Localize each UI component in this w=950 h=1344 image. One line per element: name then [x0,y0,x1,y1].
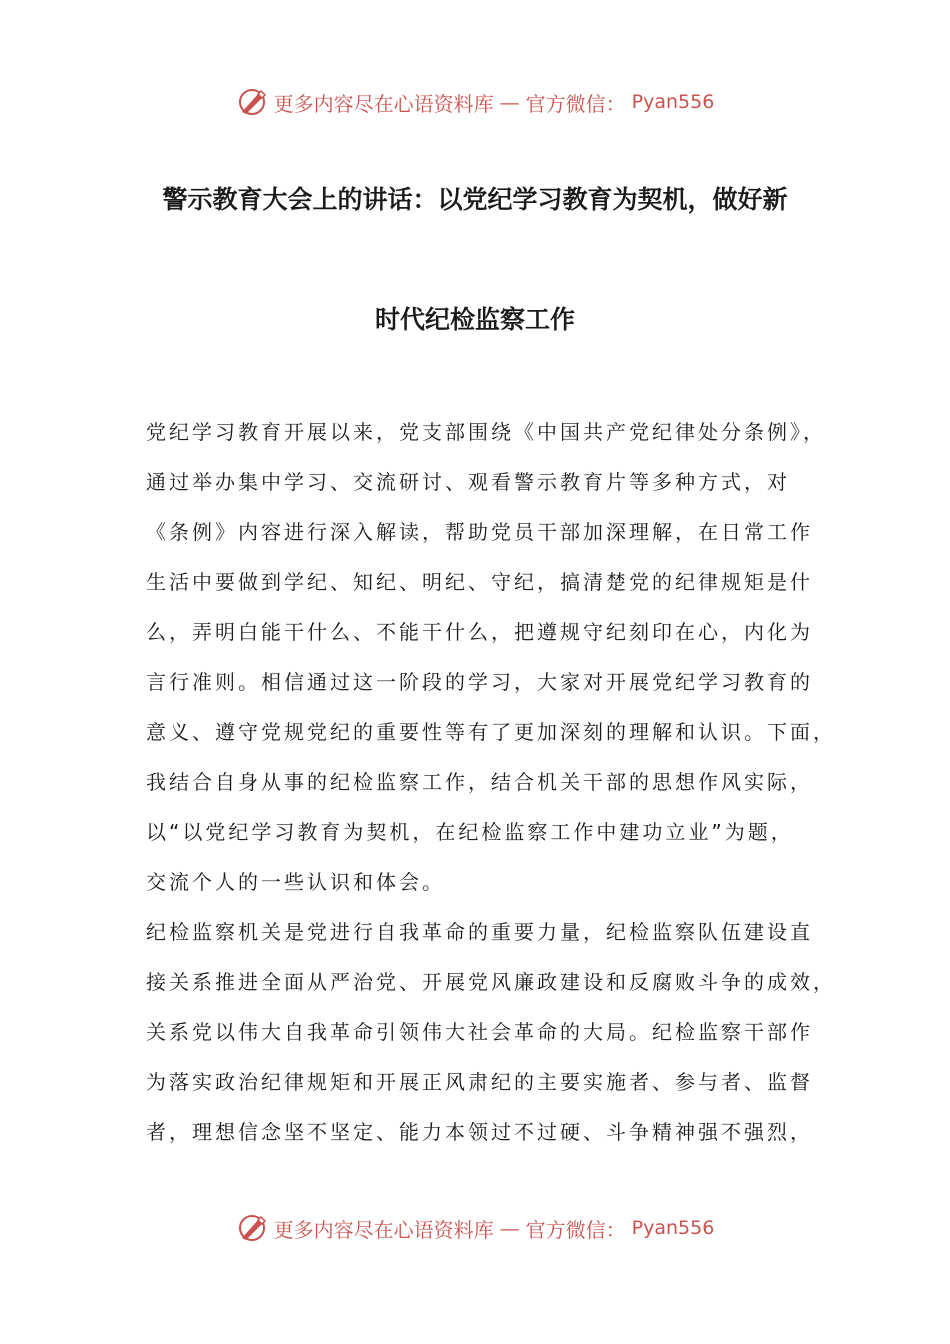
watermark-brand: 更多内容尽在心语资料库 [273,91,494,116]
document-body [146,414,836,1164]
body-line: 交流个人的一些认识和体会。 [146,870,445,894]
watermark-separator: — [499,1216,520,1240]
footer-watermark [0,1212,950,1244]
watermark-official-label: 官方微信： [525,91,626,116]
body-line: 意义、遵守党规党纪的重要性等有了更加深刻的理解和认识。下面， [146,720,836,744]
body-line: 《条例》内容进行深入解读，帮助党员干部加深理解，在日常工作 [146,520,813,544]
pen-nib-logo-icon [236,1212,268,1244]
body-line: 通过举办集中学习、交流研讨、观看警示教育片等多种方式，对 [146,470,790,494]
body-line: 接关系推进全面从严治党、开展党风廉政建设和反腐败斗争的成效， [146,970,836,994]
body-line: 我结合自身从事的纪检监察工作，结合机关干部的思想作风实际， [146,770,813,794]
body-line: 生活中要做到学纪、知纪、明纪、守纪，搞清楚党的纪律规矩是什 [146,570,813,594]
body-line: 者，理想信念坚不坚定、能力本领过不过硬、斗争精神强不强烈， [146,1120,813,1144]
header-watermark [0,86,950,118]
watermark-handle: Pyan556 [631,91,715,113]
body-line: 为落实政治纪律规矩和开展正风肃纪的主要实施者、参与者、监督 [146,1070,813,1094]
pen-nib-logo-icon [236,86,268,118]
watermark-separator: — [499,90,520,114]
document-title-line-2: 时代纪检监察工作 [374,305,575,334]
body-line: 纪检监察机关是党进行自我革命的重要力量，纪检监察队伍建设直 [146,920,813,944]
body-line: 党纪学习教育开展以来，党支部围绕《中国共产党纪律处分条例》， [146,420,826,444]
body-line: 言行准则。相信通过这一阶段的学习，大家对开展党纪学习教育的 [146,670,813,694]
body-line: 关系党以伟大自我革命引领伟大社会革命的大局。纪检监察干部作 [146,1020,813,1044]
document-title-line-1: 警示教育大会上的讲话：以党纪学习教育为契机，做好新 [162,185,788,214]
body-line: 么，弄明白能干什么、不能干什么，把遵规守纪刻印在心，内化为 [146,620,813,644]
body-line: 以“以党纪学习教育为契机，在纪检监察工作中建功立业”为题， [146,820,794,844]
watermark-handle: Pyan556 [631,1217,715,1239]
watermark-brand: 更多内容尽在心语资料库 [273,1217,494,1242]
watermark-official-label: 官方微信： [525,1217,626,1242]
